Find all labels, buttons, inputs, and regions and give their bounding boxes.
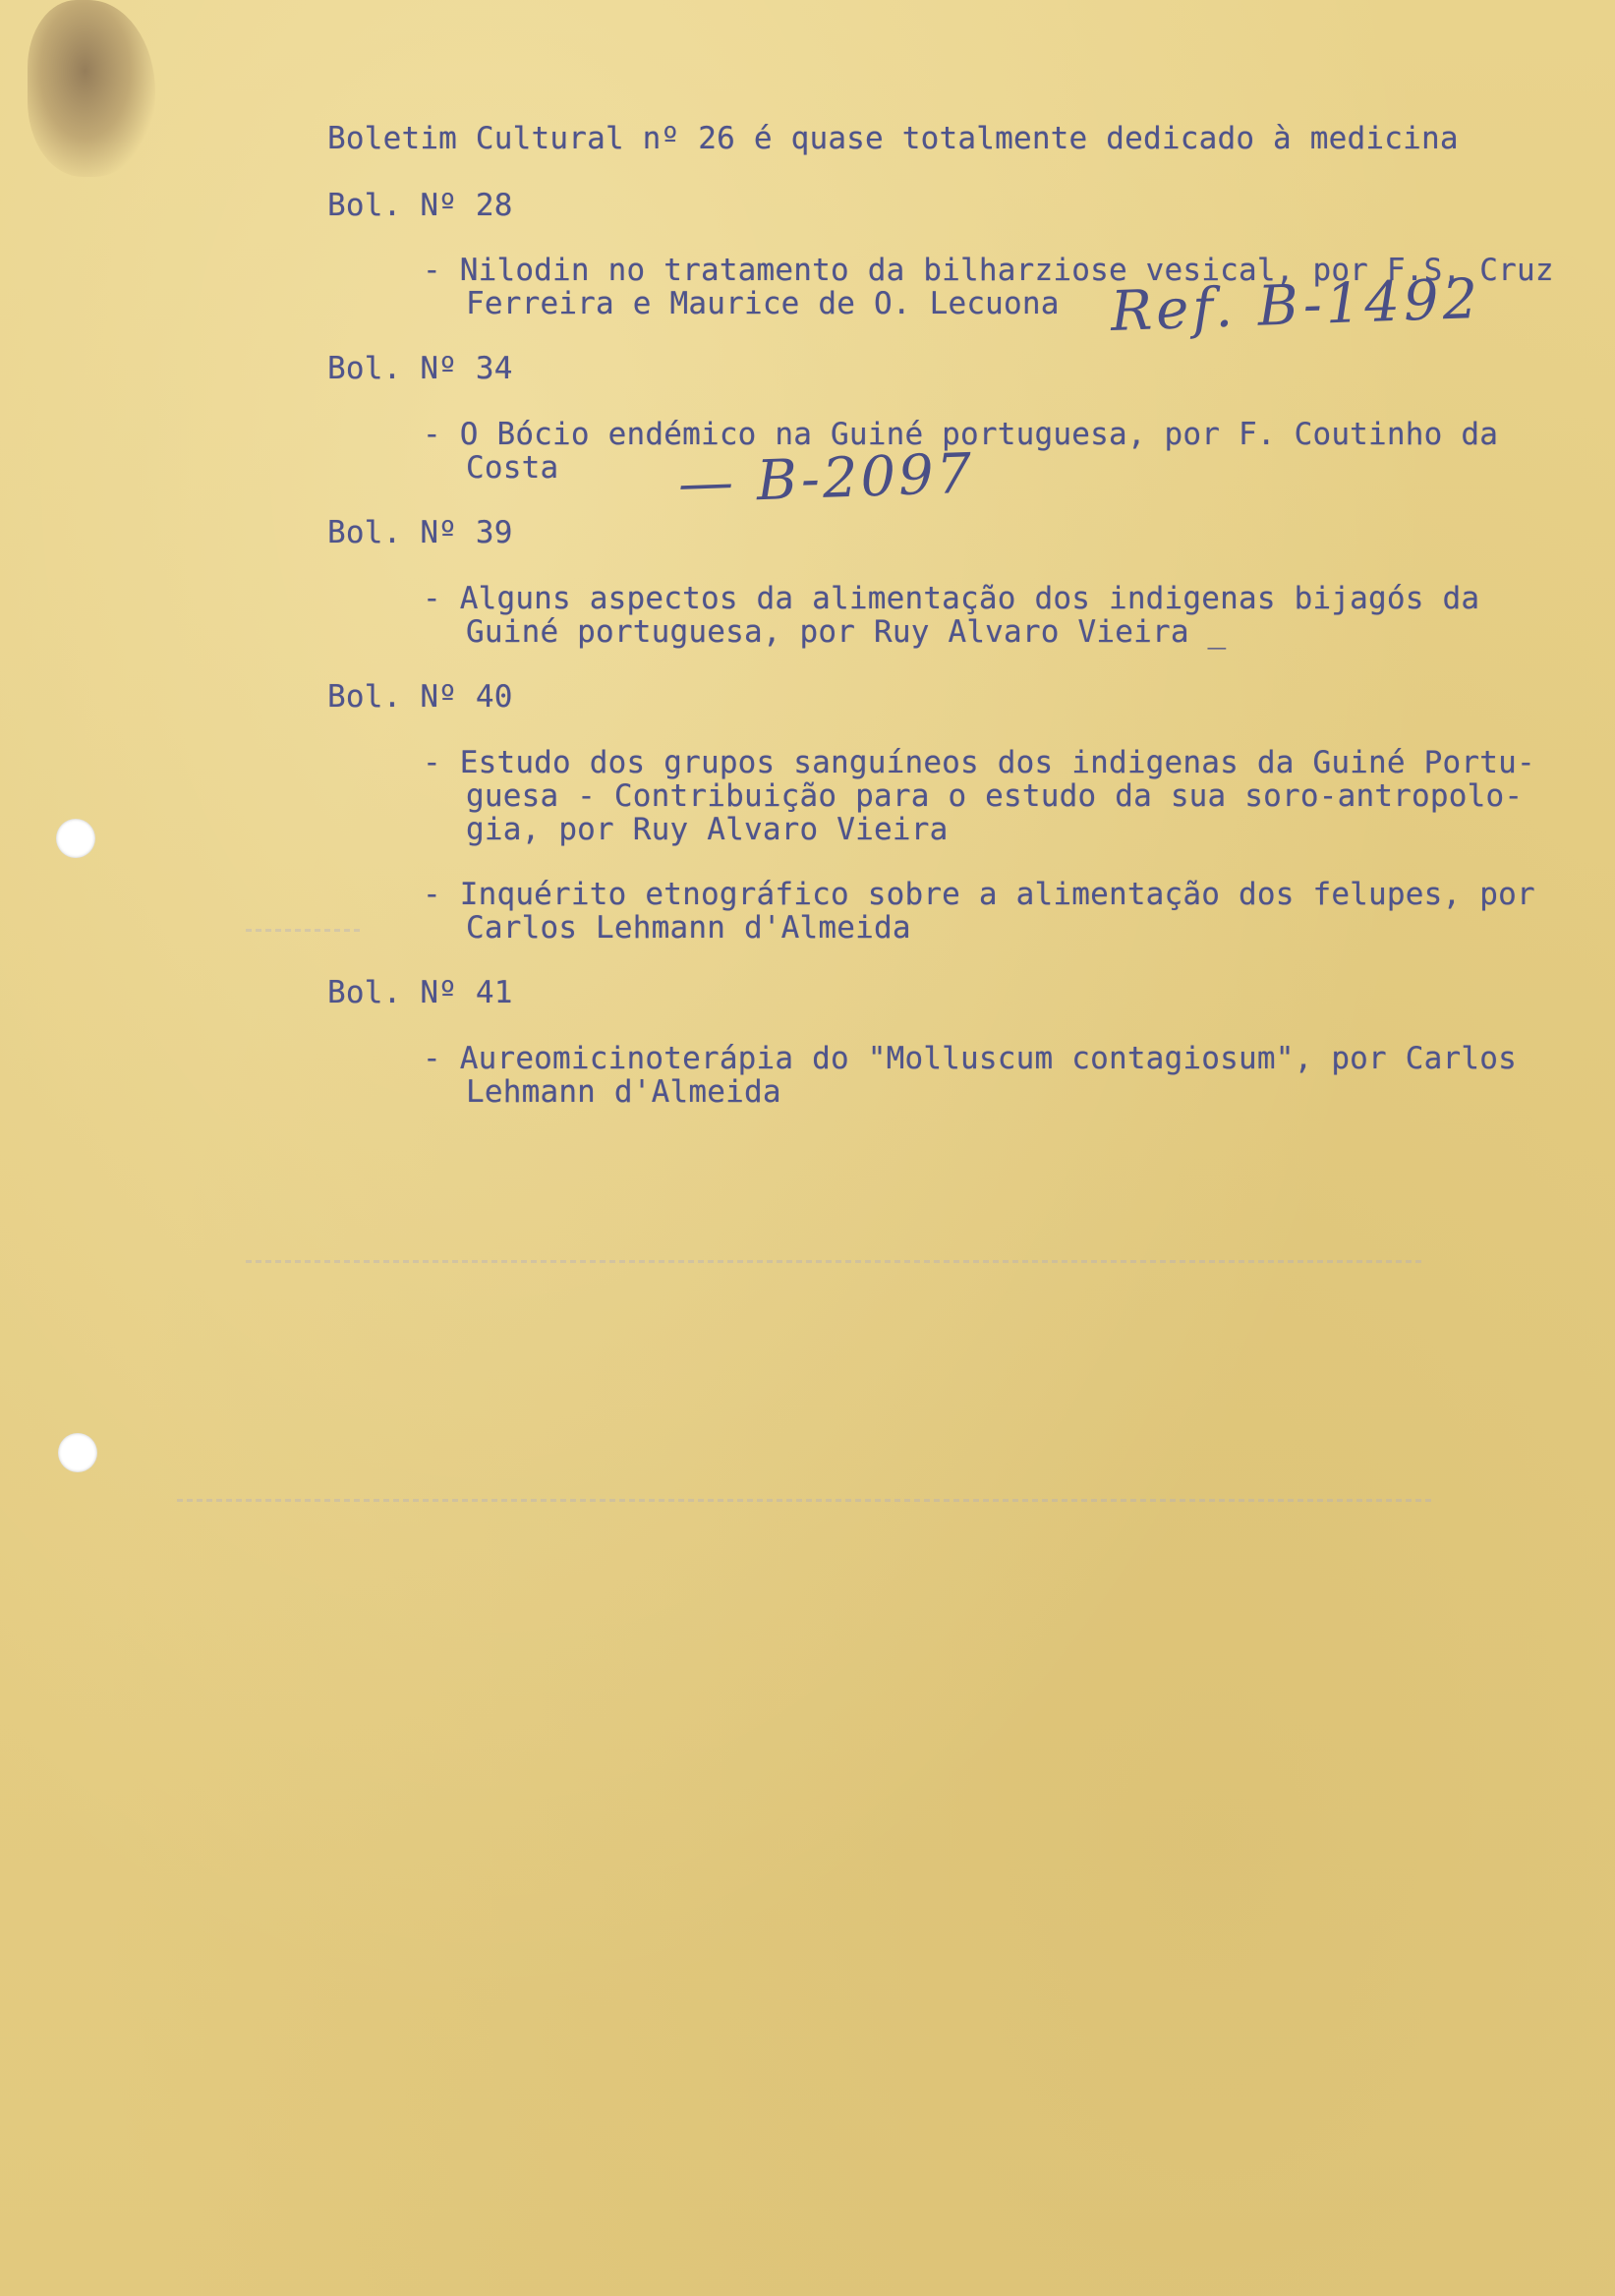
bulletin-entry — [423, 746, 1602, 846]
punch-hole-bottom — [58, 1433, 97, 1472]
entry-line: gia, por Ruy Alvaro Vieira — [466, 812, 949, 847]
handwritten-reference: — B-2097 — [676, 441, 976, 516]
bulletin-label: Bol. Nº 39 — [327, 515, 513, 550]
bulletin-label: Bol. Nº 34 — [327, 351, 513, 386]
bulletin-entry — [423, 582, 1602, 649]
document-heading: Boletim Cultural nº 26 é quase totalmente dedicado à medicina — [327, 121, 1459, 156]
entry-line: Lehmann d'Almeida — [466, 1074, 781, 1110]
entry-line: Costa — [466, 450, 559, 486]
faint-bleed-mark — [246, 929, 364, 932]
entry-line: - Nilodin no tratamento da bilharziose vesical, por F.S. Cruz — [423, 253, 1554, 288]
entry-line: - Alguns aspectos da alimentação dos indigenas bijagós da — [423, 581, 1480, 616]
bulletin-entry — [423, 878, 1602, 945]
bulletin-entry — [423, 1042, 1602, 1109]
entry-line: Guiné portuguesa, por Ruy Alvaro Vieira _ — [466, 614, 1227, 650]
faint-bleed-mark — [246, 1260, 1425, 1263]
entry-line: guesa - Contribuição para o estudo da sua soro-antropolo- — [466, 778, 1524, 814]
entry-line: - Estudo dos grupos sanguíneos dos indigenas da Guiné Portu- — [423, 745, 1535, 780]
bulletin-label: Bol. Nº 40 — [327, 679, 513, 715]
faint-bleed-mark — [177, 1499, 1435, 1502]
entry-line: Carlos Lehmann d'Almeida — [466, 910, 911, 946]
bulletin-entry — [423, 418, 1602, 485]
entry-line: - O Bócio endémico na Guiné portuguesa, por F. Coutinho da — [423, 417, 1499, 452]
bulletin-label: Bol. Nº 41 — [327, 975, 513, 1010]
paper-stain — [28, 0, 155, 177]
punch-hole-top — [56, 819, 95, 858]
handwritten-reference: Ref. B-1492 — [1109, 266, 1483, 344]
entry-line: - Aureomicinoterápia do "Molluscum contagiosum", por Carlos — [423, 1041, 1517, 1076]
entry-line: - Inquérito etnográfico sobre a alimentação dos felupes, por — [423, 877, 1535, 912]
bulletin-label: Bol. Nº 28 — [327, 188, 513, 223]
entry-line: Ferreira e Maurice de O. Lecuona — [466, 286, 1060, 321]
